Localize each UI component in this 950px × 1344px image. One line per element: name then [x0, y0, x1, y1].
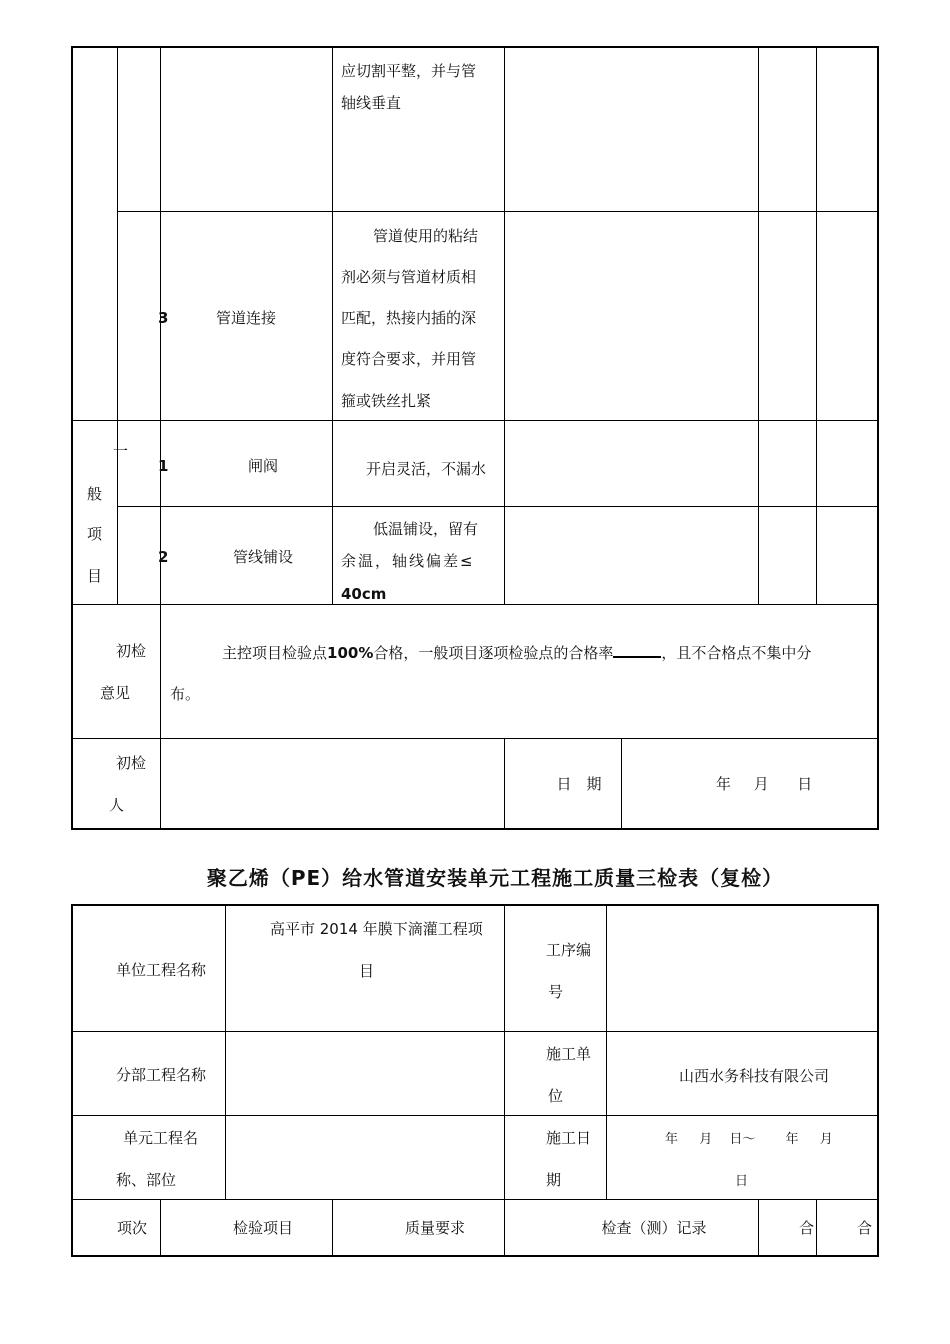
item-name: 管道连接	[215, 309, 276, 327]
col-line	[117, 46, 118, 605]
requirement-text: 应切割平整，并与管	[341, 62, 477, 80]
contractor-label: 位	[548, 1087, 564, 1105]
initial-opinion-label: 初检	[116, 642, 147, 660]
form-title: 聚乙烯（PE）给水管道安装单元工程施工质量三检表（复检）	[206, 866, 784, 890]
opinion-text-part: ，且不合格点不集中分	[661, 644, 812, 662]
unit-project-value	[270, 919, 483, 939]
opinion-text-part: 合格，一般项目逐项检验点的合格率	[373, 644, 614, 662]
opinion-text-part: 主控项目检验点	[222, 644, 328, 662]
unit-name-label: 单元工程名	[123, 1129, 199, 1147]
pass-rate-blank[interactable]	[613, 642, 661, 658]
item-name: 闸阀	[247, 457, 278, 475]
general-items-label: 项	[87, 525, 103, 543]
row-line	[71, 1031, 878, 1032]
unit-project-value: 目	[359, 962, 375, 980]
row-line	[117, 211, 878, 212]
general-items-label: 目	[87, 567, 103, 585]
contractor-value: 山西水务科技有限公司	[679, 1067, 830, 1085]
header-index: 项次	[116, 1219, 147, 1237]
general-items-label: 一	[113, 442, 129, 460]
construction-date-value: 年 月 日～ 年 月	[665, 1132, 833, 1147]
col-line	[504, 904, 505, 1256]
requirement-text: 剂必须与管道材质相	[341, 268, 477, 286]
col-line	[225, 904, 226, 1199]
header-quality-req: 质量要求	[404, 1219, 465, 1237]
initial-opinion-label: 意见	[100, 684, 131, 702]
row-line	[71, 420, 878, 421]
row-line	[71, 738, 878, 739]
requirement-text: 度符合要求，并用管	[341, 350, 477, 368]
row-line	[71, 604, 878, 605]
col-line	[758, 46, 759, 605]
col-line	[160, 46, 161, 829]
unit-project-label: 单位工程名称	[116, 961, 207, 979]
construction-date-label: 施工日	[546, 1129, 592, 1147]
general-items-label: 般	[87, 485, 103, 503]
unit-project-value-line: 高平市 2014 年膜下滴灌工程项	[270, 920, 483, 938]
date-value: 年 月 日	[716, 775, 814, 793]
requirement-text: 轴线垂直	[341, 94, 402, 112]
item-index: 2	[158, 548, 169, 566]
unit-name-label: 称、部位	[116, 1171, 177, 1189]
row-line	[117, 506, 878, 507]
header-qualified-2: 合	[857, 1219, 873, 1237]
construction-date-value: 日	[735, 1174, 749, 1189]
header-record: 检查（测）记录	[601, 1219, 707, 1237]
col-line	[816, 46, 817, 605]
requirement-text: 开启灵活，不漏水	[366, 460, 487, 478]
requirement-text: 箍或铁丝扎紧	[341, 392, 432, 410]
initial-opinion-text-line2: 布。	[170, 685, 201, 703]
construction-date-label: 期	[546, 1171, 562, 1189]
header-check-item: 检验项目	[232, 1219, 293, 1237]
initial-opinion-text	[222, 642, 811, 663]
requirement-text: 低温铺设，留有	[373, 520, 479, 538]
col-line	[332, 46, 333, 605]
col-line	[816, 1199, 817, 1256]
row-line	[71, 1199, 878, 1200]
requirement-text: 余温，轴线偏差≤	[341, 552, 475, 570]
process-no-label: 工序编	[546, 941, 592, 959]
division-label: 分部工程名称	[116, 1066, 207, 1084]
col-line	[606, 904, 607, 1199]
col-line	[504, 46, 505, 605]
item-index: 3	[158, 309, 169, 327]
requirement-text: 管道使用的粘结	[373, 227, 479, 245]
row-line	[71, 1115, 878, 1116]
item-name: 管线铺设	[232, 548, 293, 566]
opinion-percent: 100%	[327, 644, 374, 662]
date-label: 日 期	[556, 775, 602, 793]
process-no-label: 号	[548, 983, 564, 1001]
requirement-text: 匹配，热接内插的深	[341, 309, 477, 327]
inspector-label: 人	[109, 796, 125, 814]
header-qualified-1: 合	[799, 1219, 815, 1237]
requirement-text: 40cm	[341, 585, 387, 603]
contractor-label: 施工单	[546, 1045, 592, 1063]
item-index: 1	[158, 457, 169, 475]
inspector-label: 初检	[116, 754, 147, 772]
